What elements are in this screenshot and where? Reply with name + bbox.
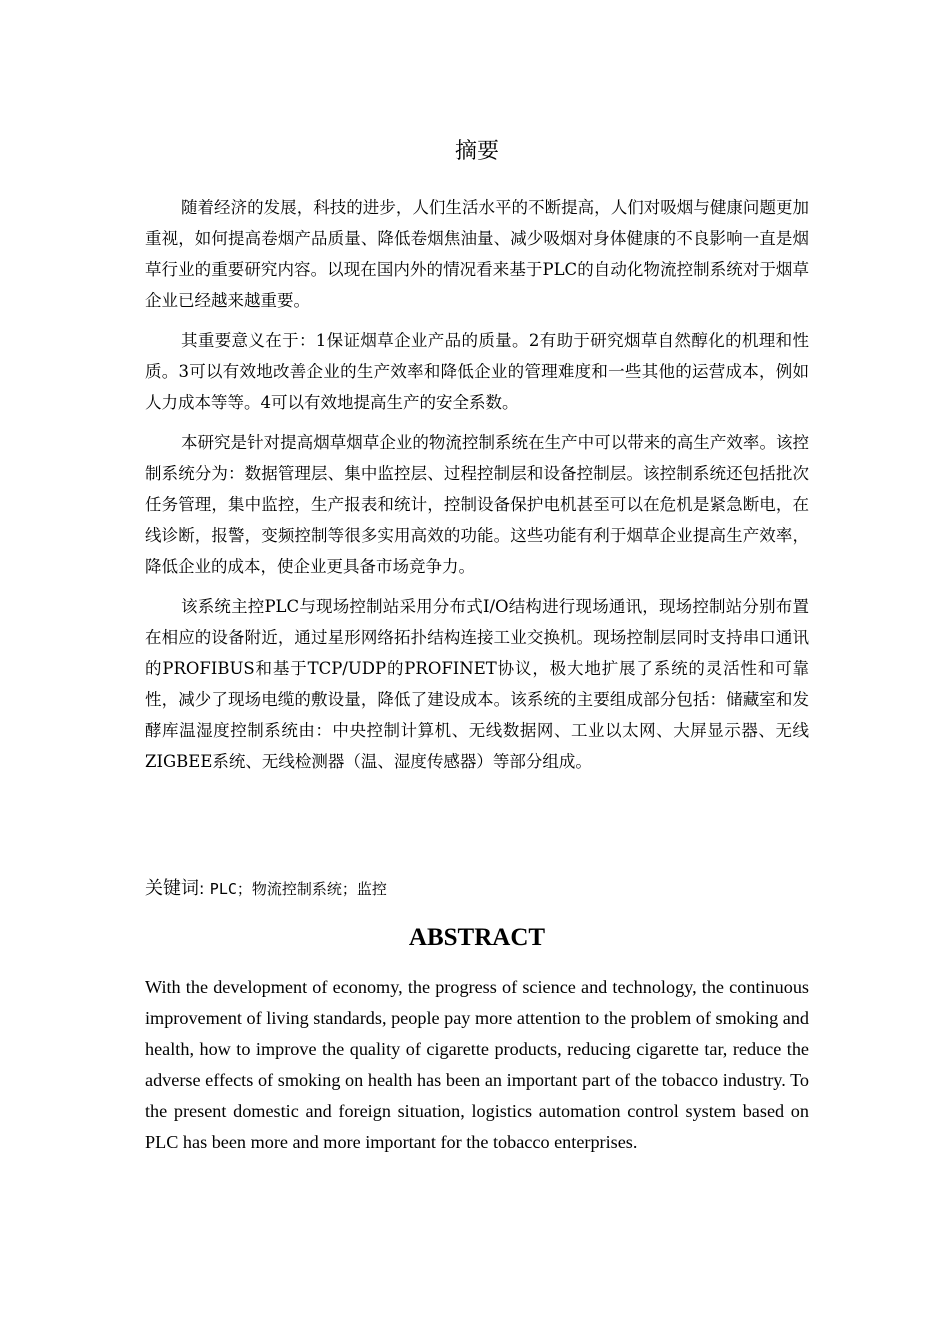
abstract-cn-paragraph-2: 其重要意义在于：1保证烟草企业产品的质量。2有助于研究烟草自然醇化的机理和性质。3可以有效地改善企业的生产效率和降低企业的管理难度和一些其他的运营成本，例如人力成本等等。4可以有效地提高生产的安全系数。 (145, 331, 809, 412)
keywords-label: 关键词 (145, 878, 199, 899)
abstract-en-title: ABSTRACT (408, 924, 546, 951)
abstract-en-paragraph: With the development of economy, the progress of science and technology, the continuous improvement of living standards, people pay more attention to the problem of smoking and health, how to improve the quality of cigarette products, reducing cigarette tar, reduce the adverse effects of smoking on health has been an important part of the tobacco industry. To the present domestic and foreign situation, logistics automation control system based on PLC has been more and more important for the tobacco enterprises. (145, 977, 809, 1152)
abstract-cn-body (145, 192, 809, 786)
abstract-cn-paragraph-4: 该系统主控PLC与现场控制站采用分布式I/O结构进行现场通讯，现场控制站分别布置在相应的设备附近，通过星形网络拓扑结构连接工业交换机。现场控制层同时支持串口通讯的PROFIBUS和基于TCP/UDP的PROFINET协议，极大地扩展了系统的灵活性和可靠性，减少了现场电缆的敷设量，降低了建设成本。该系统的主要组成部分包括：储藏室和发酵库温湿度控制系统由：中央控制计算机、无线数据网、工业以太网、大屏显示器、无线ZIGBEE系统、无线检测器（温、湿度传感器）等部分组成。 (145, 597, 809, 771)
abstract-cn-paragraph-3: 本研究是针对提高烟草烟草企业的物流控制系统在生产中可以带来的高生产效率。该控制系统分为：数据管理层、集中监控层、过程控制层和设备控制层。该控制系统还包括批次任务管理，集中监控，生产报表和统计，控制设备保护电机甚至可以在危机是紧急断电，在线诊断，报警，变频控制等很多实用高效的功能。这些功能有利于烟草企业提高生产效率，降低企业的成本，使企业更具备市场竞争力。 (145, 433, 809, 576)
keywords-line (145, 874, 809, 904)
keywords-separator: : (199, 879, 205, 898)
abstract-cn-title: 摘要 (454, 139, 499, 164)
keywords-values: PLC；物流控制系统；监控 (209, 880, 387, 898)
abstract-cn-paragraph-1: 随着经济的发展，科技的进步，人们生活水平的不断提高，人们对吸烟与健康问题更加重视，如何提高卷烟产品质量、降低卷烟焦油量、减少吸烟对身体健康的不良影响一直是烟草行业的重要研究内容。以现在国内外的情况看来基于PLC的自动化物流控制系统对于烟草企业已经越来越重要。 (145, 198, 809, 310)
